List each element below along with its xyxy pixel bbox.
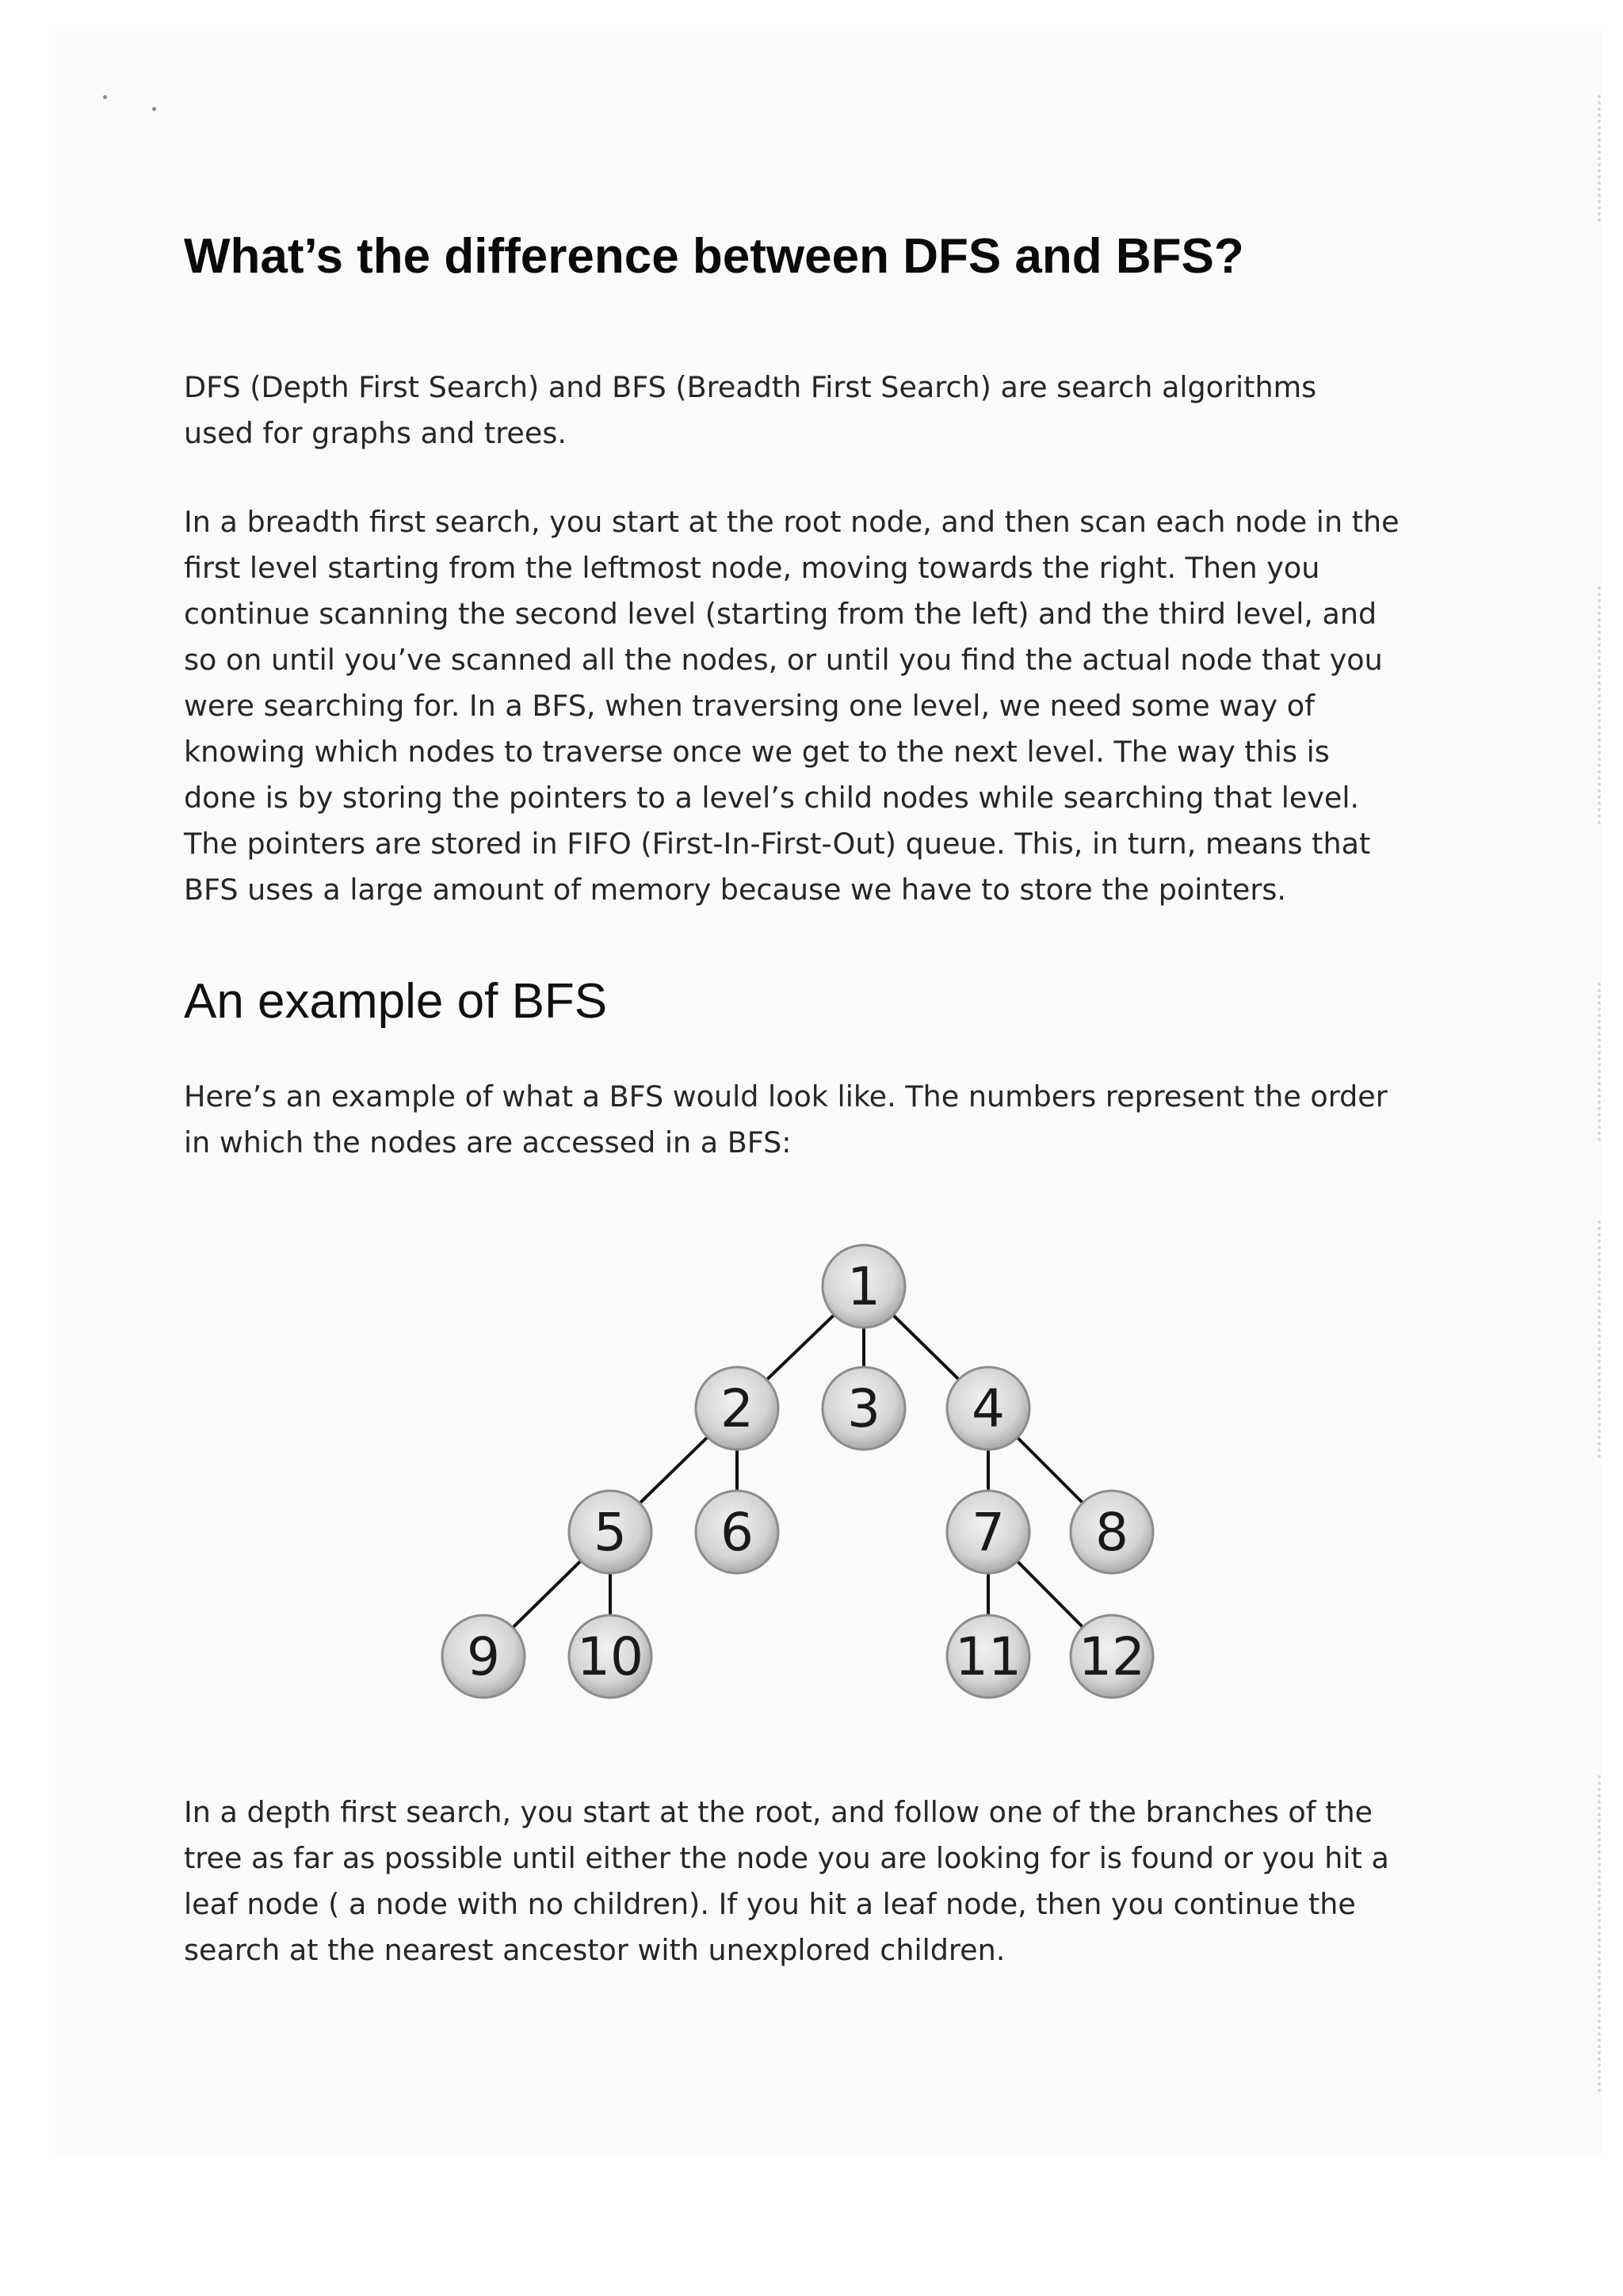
bfs-line: were searching for. In a BFS, when traversing one level, we need some way of — [184, 689, 1315, 723]
tree-node-5 — [569, 1491, 651, 1573]
bfs-line: so on until you’ve scanned all the nodes, or until you find the actual node that you — [184, 643, 1383, 677]
intro-line: used for graphs and trees. — [184, 416, 567, 450]
scan-edge-speckle — [1574, 1775, 1601, 2092]
scan-edge-speckle — [1574, 95, 1601, 222]
tree-node-9 — [442, 1615, 525, 1698]
tree-node-label: 4 — [972, 1378, 1005, 1439]
tree-node-label: 8 — [1095, 1502, 1128, 1563]
tree-node-7 — [947, 1491, 1029, 1573]
bfs-line: The pointers are stored in FIFO (First-In-First-Out) queue. This, in turn, means that — [184, 827, 1371, 861]
tree-edge-1-4 — [893, 1315, 959, 1379]
tree-node-label: 10 — [577, 1626, 643, 1687]
tree-node-label: 1 — [847, 1256, 880, 1317]
tree-nodes — [442, 1245, 1153, 1698]
tree-node-label: 5 — [594, 1502, 627, 1563]
tree-node-label: 3 — [847, 1378, 880, 1439]
example-line: Here’s an example of what a BFS would look like. The numbers represent the order — [184, 1079, 1388, 1114]
tree-edge-7-12 — [1018, 1561, 1083, 1627]
bfs-line: knowing which nodes to traverse once we get to the next level. The way this is — [184, 735, 1330, 769]
bfs-line: first level starting from the leftmost node, moving towards the right. Then you — [184, 551, 1320, 585]
tree-node-label: 11 — [955, 1626, 1022, 1687]
tree-edges — [513, 1315, 1083, 1628]
example-heading: An example of BFS — [184, 974, 608, 1029]
tree-node-label: 12 — [1079, 1626, 1145, 1687]
dfs-line: search at the nearest ancestor with unexplored children. — [184, 1933, 1006, 1967]
dfs-line: leaf node ( a node with no children). If you hit a leaf node, then you continue the — [184, 1887, 1356, 1921]
tree-edge-5-9 — [513, 1561, 581, 1627]
bfs-tree-diagram — [428, 1221, 1189, 1728]
tree-node-8 — [1071, 1491, 1153, 1573]
bfs-line: continue scanning the second level (starting from the left) and the third level, and — [184, 597, 1377, 631]
example-line: in which the nodes are accessed in a BFS: — [184, 1125, 792, 1159]
bfs-line: done is by storing the pointers to a level’s child nodes while searching that level. — [184, 781, 1360, 815]
scan-edge-speckle — [1574, 586, 1601, 824]
bfs-line: BFS uses a large amount of memory because we have to store the pointers. — [184, 873, 1286, 907]
tree-node-label: 9 — [467, 1626, 500, 1687]
scan-edge-speckle — [1574, 983, 1601, 1141]
dfs-paragraph — [184, 1790, 1484, 1973]
intro-line: DFS (Depth First Search) and BFS (Breadth First Search) are search algorithms — [184, 370, 1317, 404]
tree-node-10 — [569, 1615, 651, 1698]
tree-node-label: 2 — [720, 1378, 754, 1439]
scan-edge-speckle — [1574, 1221, 1601, 1458]
scan-speck — [103, 95, 107, 99]
tree-node-3 — [823, 1367, 905, 1450]
tree-edge-2-5 — [640, 1437, 708, 1503]
tree-node-1 — [823, 1245, 905, 1328]
bfs-paragraph — [184, 499, 1484, 913]
tree-node-12 — [1071, 1615, 1153, 1698]
tree-edge-1-2 — [766, 1315, 834, 1380]
dfs-line: tree as far as possible until either the node you are looking for is found or you hit a — [184, 1841, 1389, 1875]
tree-node-label: 6 — [720, 1502, 754, 1563]
tree-node-label: 7 — [972, 1502, 1005, 1563]
dfs-line: In a depth first search, you start at the root, and follow one of the branches of the — [184, 1795, 1373, 1829]
example-paragraph — [184, 1074, 1484, 1166]
intro-paragraph — [184, 365, 1484, 457]
scan-speck — [152, 107, 156, 111]
tree-node-4 — [947, 1367, 1029, 1450]
tree-node-6 — [696, 1491, 778, 1573]
bfs-line: In a breadth first search, you start at the root node, and then scan each node in the — [184, 505, 1400, 539]
tree-node-2 — [696, 1367, 778, 1450]
tree-node-11 — [947, 1615, 1029, 1698]
tree-edge-4-8 — [1018, 1438, 1083, 1503]
page-title: What’s the difference between DFS and BFS? — [184, 229, 1244, 284]
